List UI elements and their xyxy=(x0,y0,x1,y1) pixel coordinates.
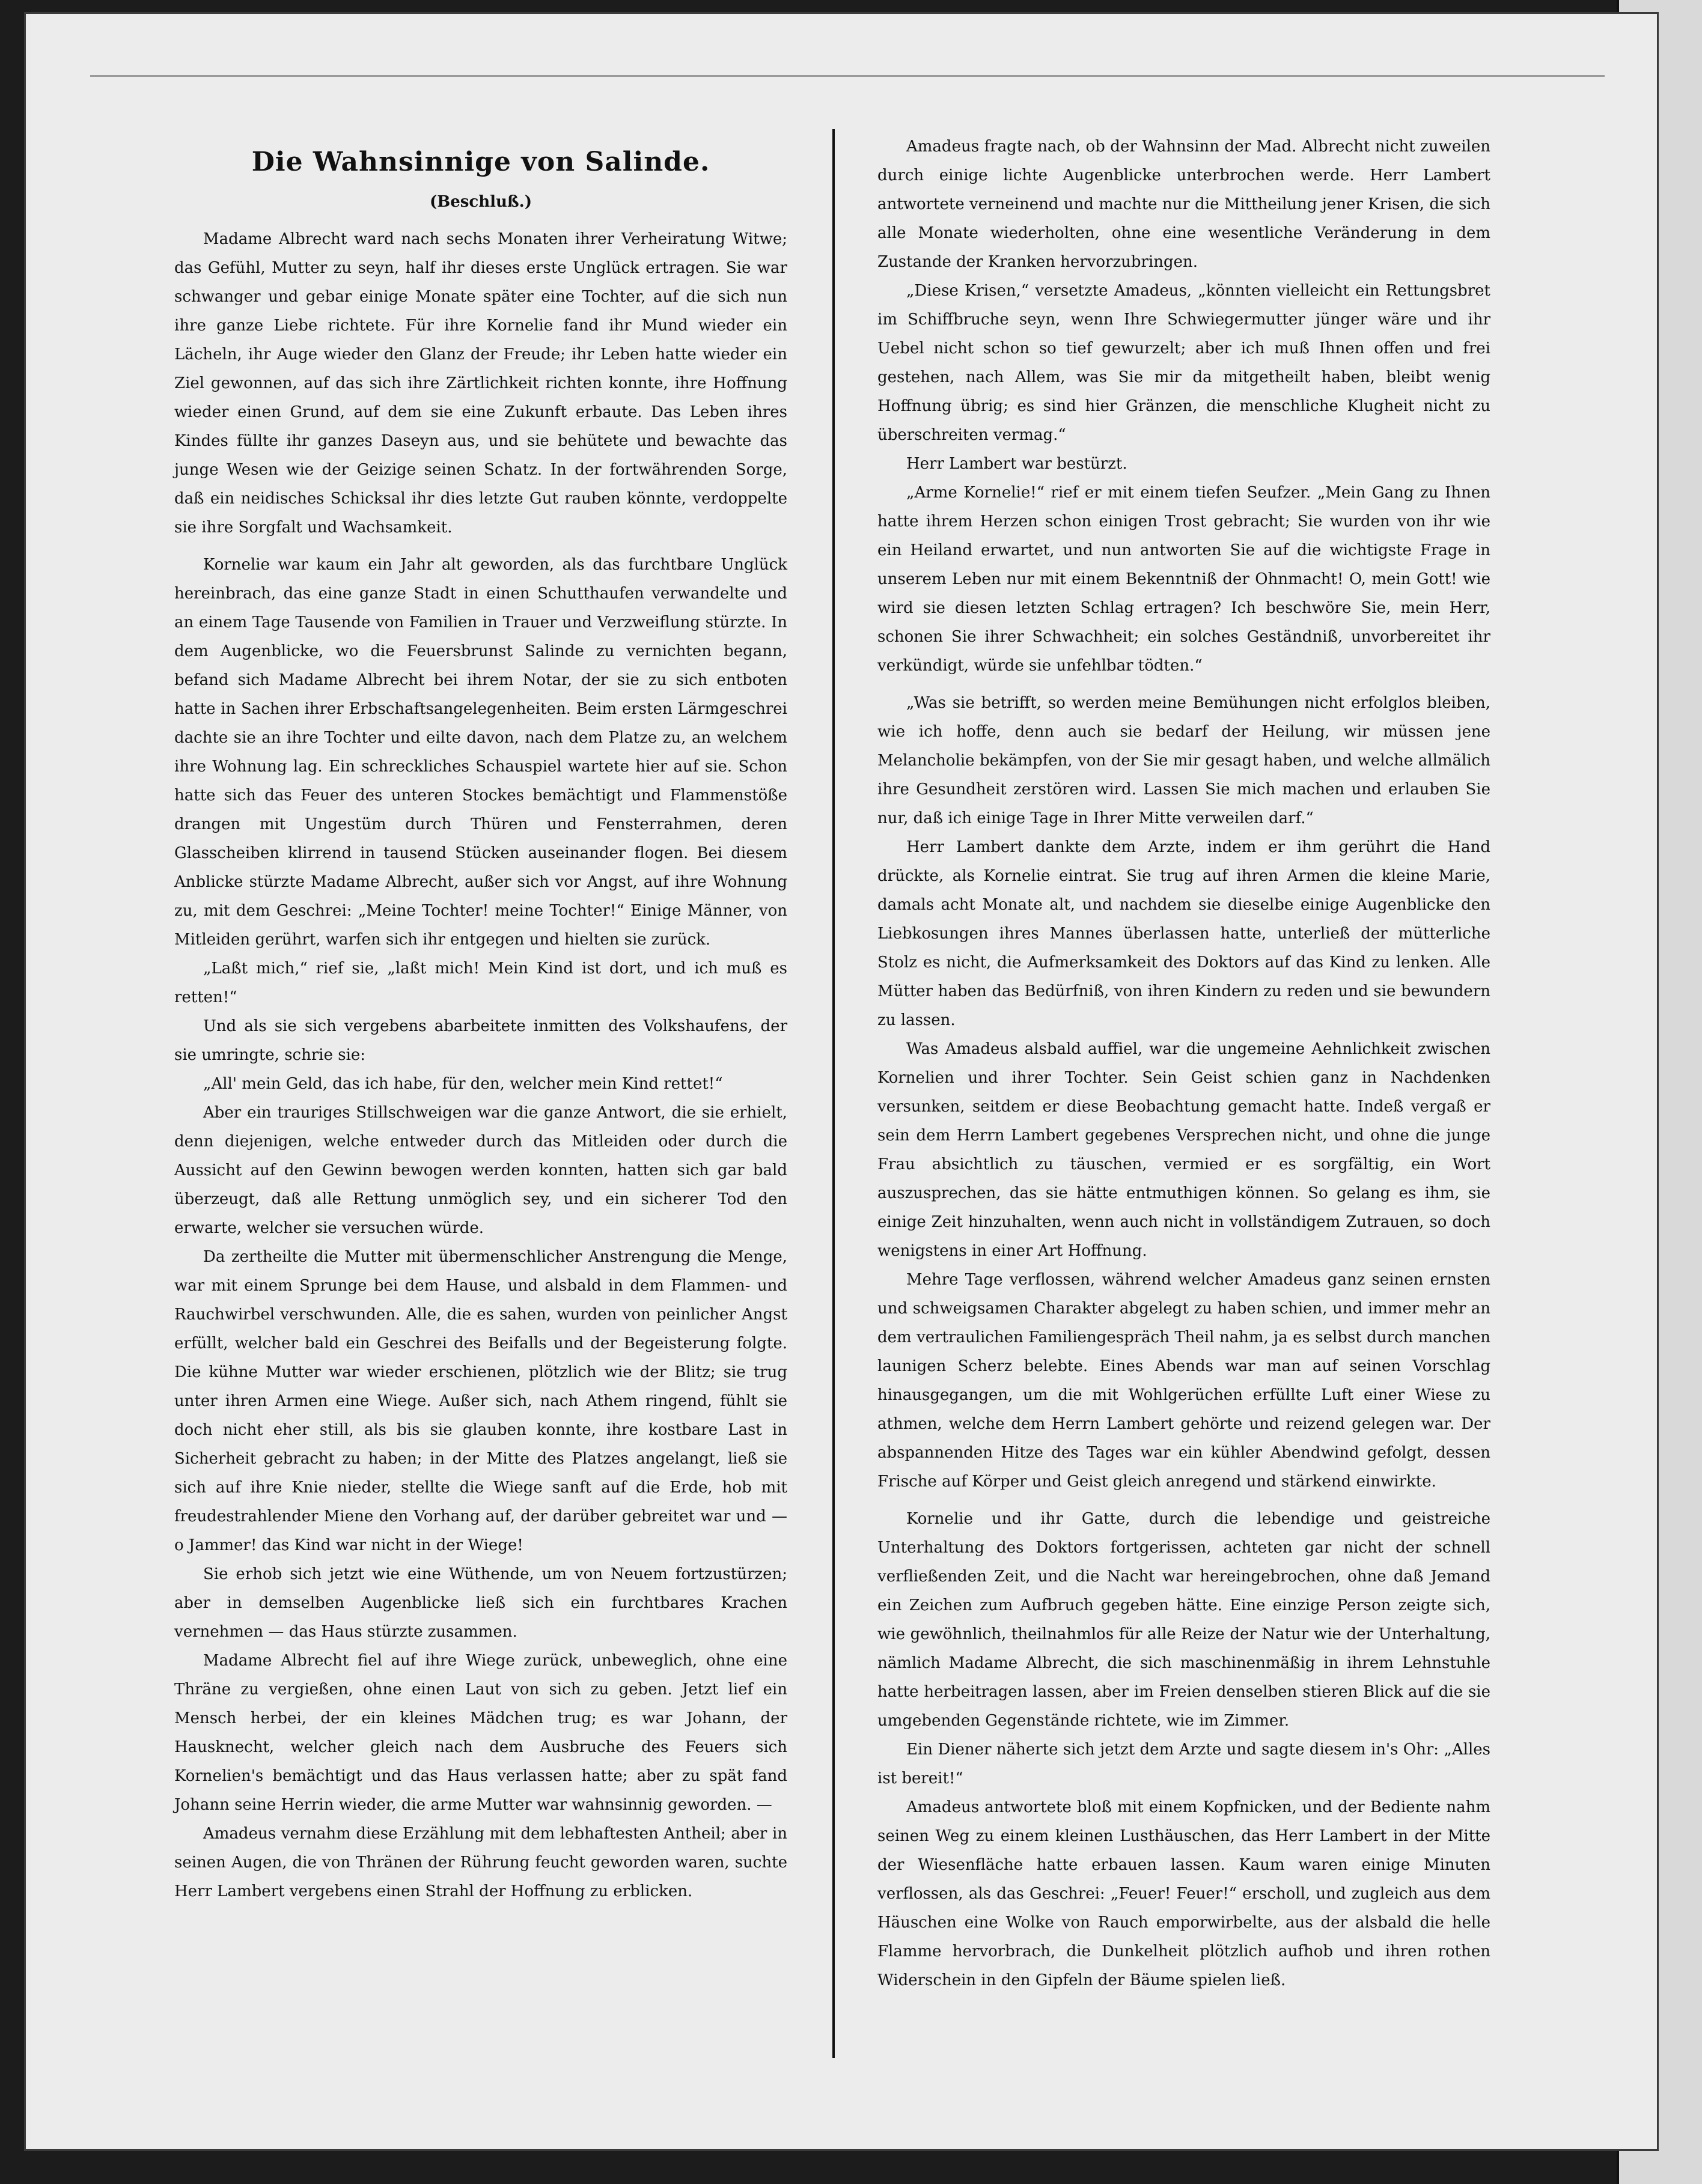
left-column xyxy=(174,132,787,1906)
paragraph: Herr Lambert war bestürzt. xyxy=(906,455,1127,473)
paragraph: „Arme Kornelie!“ rief er mit einem tiefen Seufzer. „Mein Gang zu Ihnen hatte ihrem Herzen schon einigen Trost gebracht; Sie wurden von ihr wie ein Heiland erwartet, und nun antworten Sie auf die wichtigste Frage in unserem Leben nur mit einem Bekenntniß der Ohnmacht! O, mein Gott! wie wird sie diesen letzten Schlag ertragen? Ich beschwöre Sie, mein Herr, schonen Sie ihrer Schwachheit; ein solches Geständniß, unvorbereitet ihr verkündigt, würde sie unfehlbar tödten.“ xyxy=(877,484,1490,675)
paragraph: Kornelie war kaum ein Jahr alt geworden, als das furchtbare Unglück hereinbrach, das eine ganze Stadt in einen Schutthaufen verwandelte und an einem Tage Tausende von Familien in Trauer und Verzweiflung stürzte. In dem Augenblicke, wo die Feuersbrunst Salinde zu vernichten begann, befand sich Madame Albrecht bei ihrem Notar, der sie zu sich entboten hatte in Sachen ihrer Erbschaftsangelegenheiten. Beim ersten Lärmgeschrei dachte sie an ihre Tochter und eilte davon, nach dem Platze zu, an welchem ihre Wohnung lag. Ein schreckliches Schauspiel wartete hier auf sie. Schon hatte sich das Feuer des unteren Stockes bemächtigt und Flammenstöße drangen mit Ungestüm durch Thüren und Fensterrahmen, deren Glasscheiben klirrend in tausend Stücken auseinander flogen. Bei diesem Anblicke stürzte Madame Albrecht, außer sich vor Angst, auf ihre Wohnung zu, mit dem Geschrei: „Meine Tochter! meine Tochter!“ Einige Männer, von Mitleiden gerührt, warfen sich ihr entgegen und hielten sie zurück. xyxy=(174,556,787,949)
paragraph: Ein Diener näherte sich jetzt dem Arzte und sagte diesem in's Ohr: „Alles ist bereit!“ xyxy=(877,1741,1490,1787)
article-title: Die Wahnsinnige von Salinde. xyxy=(251,147,710,177)
header-rule xyxy=(90,75,1605,77)
paragraph: Mehre Tage verflossen, während welcher Amadeus ganz seinen ernsten und schweigsamen Charakter abgelegt zu haben schien, und immer mehr an dem vertraulichen Familiengespräch Theil nahm, ja es selbst durch manchen launigen Scherz belebte. Eines Abends war man auf seinen Vorschlag hinausgegangen, um die mit Wohlgerüchen erfüllte Luft einer Wiese zu athmen, welche dem Herrn Lambert gehörte und reizend gelegen war. Der abspannenden Hitze des Tages war ein kühler Abendwind gefolgt, dessen Frische auf Körper und Geist gleich anregend und stärkend einwirkte. xyxy=(877,1271,1490,1491)
paragraph: Madame Albrecht fiel auf ihre Wiege zurück, unbeweglich, ohne eine Thräne zu vergießen, ohne einen Laut von sich zu geben. Jetzt lief ein Mensch herbei, der ein kleines Mädchen trug; es war Johann, der Hausknecht, welcher gleich nach dem Ausbruche des Feuers sich Kornelien's bemächtigt und das Haus verlassen hatte; aber zu spät fand Johann seine Herrin wieder, die arme Mutter war wahnsinnig geworden. — xyxy=(174,1652,787,1814)
paragraph: Amadeus fragte nach, ob der Wahnsinn der Mad. Albrecht nicht zuweilen durch einige lichte Augenblicke unterbrochen werde. Herr Lambert antwortete verneinend und machte nur die Mittheilung jener Krisen, die sich alle Monate wiederholten, ohne eine wesentliche Veränderung in dem Zustande der Kranken hervorzubringen. xyxy=(877,138,1490,271)
paragraph: Aber ein trauriges Stillschweigen war die ganze Antwort, die sie erhielt, denn diejenigen, welche entweder durch das Mitleiden oder durch die Aussicht auf den Gewinn bewogen werden konnten, hatten sich gar bald überzeugt, daß alle Rettung unmöglich sey, und ein sicherer Tod den erwarte, welcher sie versuchen würde. xyxy=(174,1104,787,1237)
column-divider xyxy=(832,129,835,2058)
paragraph: Kornelie und ihr Gatte, durch die lebendige und geistreiche Unterhaltung des Doktors fortgerissen, achteten gar nicht der schnell verfließenden Zeit, und die Nacht war hereingebrochen, ohne daß Jemand ein Zeichen zum Aufbruch gegeben hätte. Eine einzige Person zeigte sich, wie gewöhnlich, theilnahmlos für alle Reize der Natur wie der Unterhaltung, nämlich Madame Albrecht, die sich maschinenmäßig in ihrem Lehnstuhle hatte herbeitragen lassen, aber im Freien denselben stieren Blick auf die sie umgebenden Gegenstände richtete, wie im Zimmer. xyxy=(877,1510,1490,1730)
paragraph: Sie erhob sich jetzt wie eine Wüthende, um von Neuem fortzustürzen; aber in demselben Augenblicke ließ sich ein furchtbares Krachen vernehmen — das Haus stürzte zusammen. xyxy=(174,1565,787,1641)
paragraph: „Diese Krisen,“ versetzte Amadeus, „könnten vielleicht ein Rettungsbret im Schiffbruche seyn, wenn Ihre Schwiegermutter jünger wäre und ihr Uebel nicht schon so tief gewurzelt; aber ich muß Ihnen offen und frei gestehen, nach Allem, was Sie mir da mitgetheilt haben, bleibt wenig Hoffnung übrig; es sind hier Gränzen, die menschliche Klugheit nicht zu überschreiten vermag.“ xyxy=(877,282,1490,444)
paragraph: Amadeus vernahm diese Erzählung mit dem lebhaftesten Antheil; aber in seinen Augen, die von Thränen der Rührung feucht geworden waren, suchte Herr Lambert vergebens einen Strahl der Hoffnung zu erblicken. xyxy=(174,1825,787,1900)
paragraph: „Was sie betrifft, so werden meine Bemühungen nicht erfolglos bleiben, wie ich hoffe, denn auch sie bedarf der Heilung, wir müssen jene Melancholie bekämpfen, von der Sie mir gesagt haben, und welche allmälich ihre Gesundheit zerstören wird. Lassen Sie mich machen und erlauben Sie nur, daß ich einige Tage in Ihrer Mitte verweilen darf.“ xyxy=(877,694,1490,827)
paragraph: Da zertheilte die Mutter mit übermenschlicher Anstrengung die Menge, war mit einem Sprunge bei dem Hause, und alsbald in dem Flammen- und Rauchwirbel verschwunden. Alle, die es sahen, wurden von peinlicher Angst erfüllt, welcher bald ein Geschrei des Beifalls und der Begeisterung folgte. Die kühne Mutter war wieder erschienen, plötzlich wie der Blitz; sie trug unter ihren Armen eine Wiege. Außer sich, nach Athem ringend, fühlt sie doch nicht eher still, als bis sie glauben konnte, ihre kostbare Last in Sicherheit gebracht zu haben; in der Mitte des Platzes angelangt, ließ sie sich auf ihre Knie nieder, stellte die Wiege sanft auf die Erde, hob mit freudestrahlender Miene den Vorhang auf, der darüber gebreitet war und — o Jammer! das Kind war nicht in der Wiege! xyxy=(174,1248,787,1554)
right-column xyxy=(877,132,1490,1995)
paragraph: Madame Albrecht ward nach sechs Monaten ihrer Verheiratung Witwe; das Gefühl, Mutter zu seyn, half ihr dieses erste Unglück ertragen. Sie war schwanger und gebar einige Monate später eine Tochter, auf die sich nun ihre ganze Liebe richtete. Für ihre Kornelie fand ihr Mund wieder ein Lächeln, ihr Auge wieder den Glanz der Freude; ihr Leben hatte wieder ein Ziel gewonnen, auf das sich ihre Zärtlichkeit richten konnte, ihre Hoffnung wieder einen Grund, auf dem sie eine Zukunft erbaute. Das Leben ihres Kindes füllte ihr ganzes Daseyn aus, und sie behütete und bewachte das junge Wesen wie der Geizige seinen Schatz. In der fortwährenden Sorge, daß ein neidisches Schicksal ihr dies letzte Gut rauben könnte, verdoppelte sie ihre Sorgfalt und Wachsamkeit. xyxy=(174,230,787,537)
paragraph: „Laßt mich,“ rief sie, „laßt mich! Mein Kind ist dort, und ich muß es retten!“ xyxy=(174,960,787,1006)
paragraph: „All' mein Geld, das ich habe, für den, welcher mein Kind rettet!“ xyxy=(203,1075,723,1093)
paragraph: Amadeus antwortete bloß mit einem Kopfnicken, und der Bediente nahm seinen Weg zu einem kleinen Lusthäuschen, das Herr Lambert in der Mitte der Wiesenfläche hatte erbauen lassen. Kaum waren einige Minuten verflossen, als das Geschrei: „Feuer! Feuer!“ erscholl, und zugleich aus dem Häuschen eine Wolke von Rauch emporwirbelte, aus der alsbald die helle Flamme hervorbrach, die Dunkelheit plötzlich aufhob und ihren rothen Widerschein in den Gipfeln der Bäume spielen ließ. xyxy=(877,1798,1490,1989)
paragraph: Und als sie sich vergebens abarbeitete inmitten des Volkshaufens, der sie umringte, schrie sie: xyxy=(174,1017,787,1064)
paragraph: Was Amadeus alsbald auffiel, war die ungemeine Aehnlichkeit zwischen Kornelien und ihrer Tochter. Sein Geist schien ganz in Nachdenken versunken, seitdem er diese Beobachtung gemacht hatte. Indeß vergaß er sein dem Herrn Lambert gegebenes Versprechen nicht, und ohne die junge Frau absichtlich zu täuschen, vermied er es sorgfältig, ein Wort auszusprechen, das sie hätte entmuthigen können. So gelang es ihm, sie einige Zeit hinzuhalten, wenn auch nicht in vollständigem Zutrauen, so doch wenigstens in einer Art Hoffnung. xyxy=(877,1040,1490,1260)
paragraph: Herr Lambert dankte dem Arzte, indem er ihm gerührt die Hand drückte, als Kornelie eintrat. Sie trug auf ihren Armen die kleine Marie, damals acht Monate alt, und nachdem sie dieselbe einige Augenblicke den Liebkosungen ihres Mannes überlassen hatte, unterließ der mütterliche Stolz es nicht, die Aufmerksamkeit des Doktors auf das Kind zu lenken. Alle Mütter haben das Bedürfniß, von ihren Kindern zu reden und sie bewundern zu lassen. xyxy=(877,838,1490,1029)
article-subtitle: (Beschluß.) xyxy=(429,193,532,211)
